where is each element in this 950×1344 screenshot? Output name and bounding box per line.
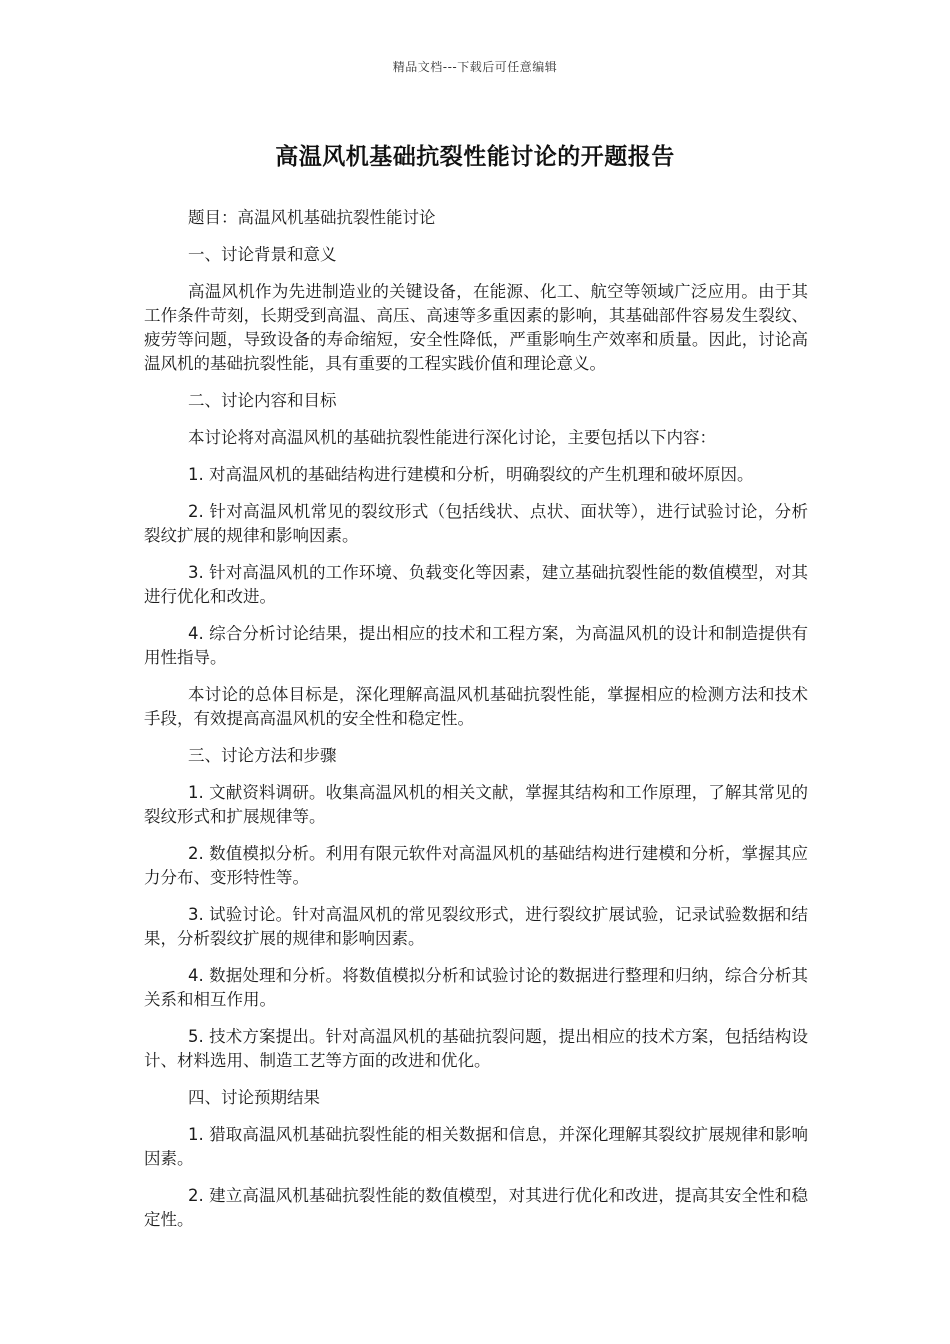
method-item-3: 3. 试验讨论。针对高温风机的常见裂纹形式，进行裂纹扩展试验，记录试验数据和结果，分析裂纹扩展的规律和影响因素。 xyxy=(144,905,808,948)
content-item-3: 3. 针对高温风机的工作环境、负载变化等因素，建立基础抗裂性能的数值模型，对其进行优化和改进。 xyxy=(144,563,808,606)
content-item-4: 4. 综合分析讨论结果，提出相应的技术和工程方案，为高温风机的设计和制造提供有用性指导。 xyxy=(144,624,808,667)
subject-line: 题目：高温风机基础抗裂性能讨论 xyxy=(188,208,436,227)
content-item-1: 1. 对高温风机的基础结构进行建模和分析，明确裂纹的产生机理和破坏原因。 xyxy=(188,465,754,484)
method-item-4: 4. 数据处理和分析。将数值模拟分析和试验讨论的数据进行整理和归纳，综合分析其关系和相互作用。 xyxy=(144,966,808,1009)
document-title: 高温风机基础抗裂性能讨论的开题报告 xyxy=(275,144,675,170)
content-item-2: 2. 针对高温风机常见的裂纹形式（包括线状、点状、面状等），进行试验讨论，分析裂纹扩展的规律和影响因素。 xyxy=(144,502,808,545)
result-item-1: 1. 猎取高温风机基础抗裂性能的相关数据和信息，并深化理解其裂纹扩展规律和影响因素。 xyxy=(144,1125,808,1168)
header-note: 精品文档---下载后可任意编辑 xyxy=(392,60,558,74)
document-body xyxy=(144,206,808,1245)
method-item-1: 1. 文献资料调研。收集高温风机的相关文献，掌握其结构和工作原理，了解其常见的裂纹形式和扩展规律等。 xyxy=(144,783,808,826)
method-item-2: 2. 数值模拟分析。利用有限元软件对高温风机的基础结构进行建模和分析，掌握其应力分布、变形特性等。 xyxy=(144,844,808,887)
method-item-5: 5. 技术方案提出。针对高温风机的基础抗裂问题，提出相应的技术方案，包括结构设计、材料选用、制造工艺等方面的改进和优化。 xyxy=(144,1027,808,1070)
paragraph-background: 高温风机作为先进制造业的关键设备，在能源、化工、航空等领域广泛应用。由于其工作条件苛刻，长期受到高温、高压、高速等多重因素的影响，其基础部件容易发生裂纹、疲劳等问题，导致设备的寿命缩短，安全性降低，严重影响生产效率和质量。因此，讨论高温风机的基础抗裂性能，具有重要的工程实践价值和理论意义。 xyxy=(144,282,808,373)
paragraph-content-intro: 本讨论将对高温风机的基础抗裂性能进行深化讨论，主要包括以下内容： xyxy=(188,428,716,447)
section-heading-methods: 三、讨论方法和步骤 xyxy=(188,746,337,765)
section-heading-expected-results: 四、讨论预期结果 xyxy=(188,1088,320,1107)
section-heading-background: 一、讨论背景和意义 xyxy=(188,245,337,264)
result-item-2: 2. 建立高温风机基础抗裂性能的数值模型，对其进行优化和改进，提高其安全性和稳定性。 xyxy=(144,1186,808,1229)
section-heading-content-goals: 二、讨论内容和目标 xyxy=(188,391,337,410)
paragraph-overall-goal: 本讨论的总体目标是，深化理解高温风机基础抗裂性能，掌握相应的检测方法和技术手段，有效提高高温风机的安全性和稳定性。 xyxy=(144,685,808,728)
